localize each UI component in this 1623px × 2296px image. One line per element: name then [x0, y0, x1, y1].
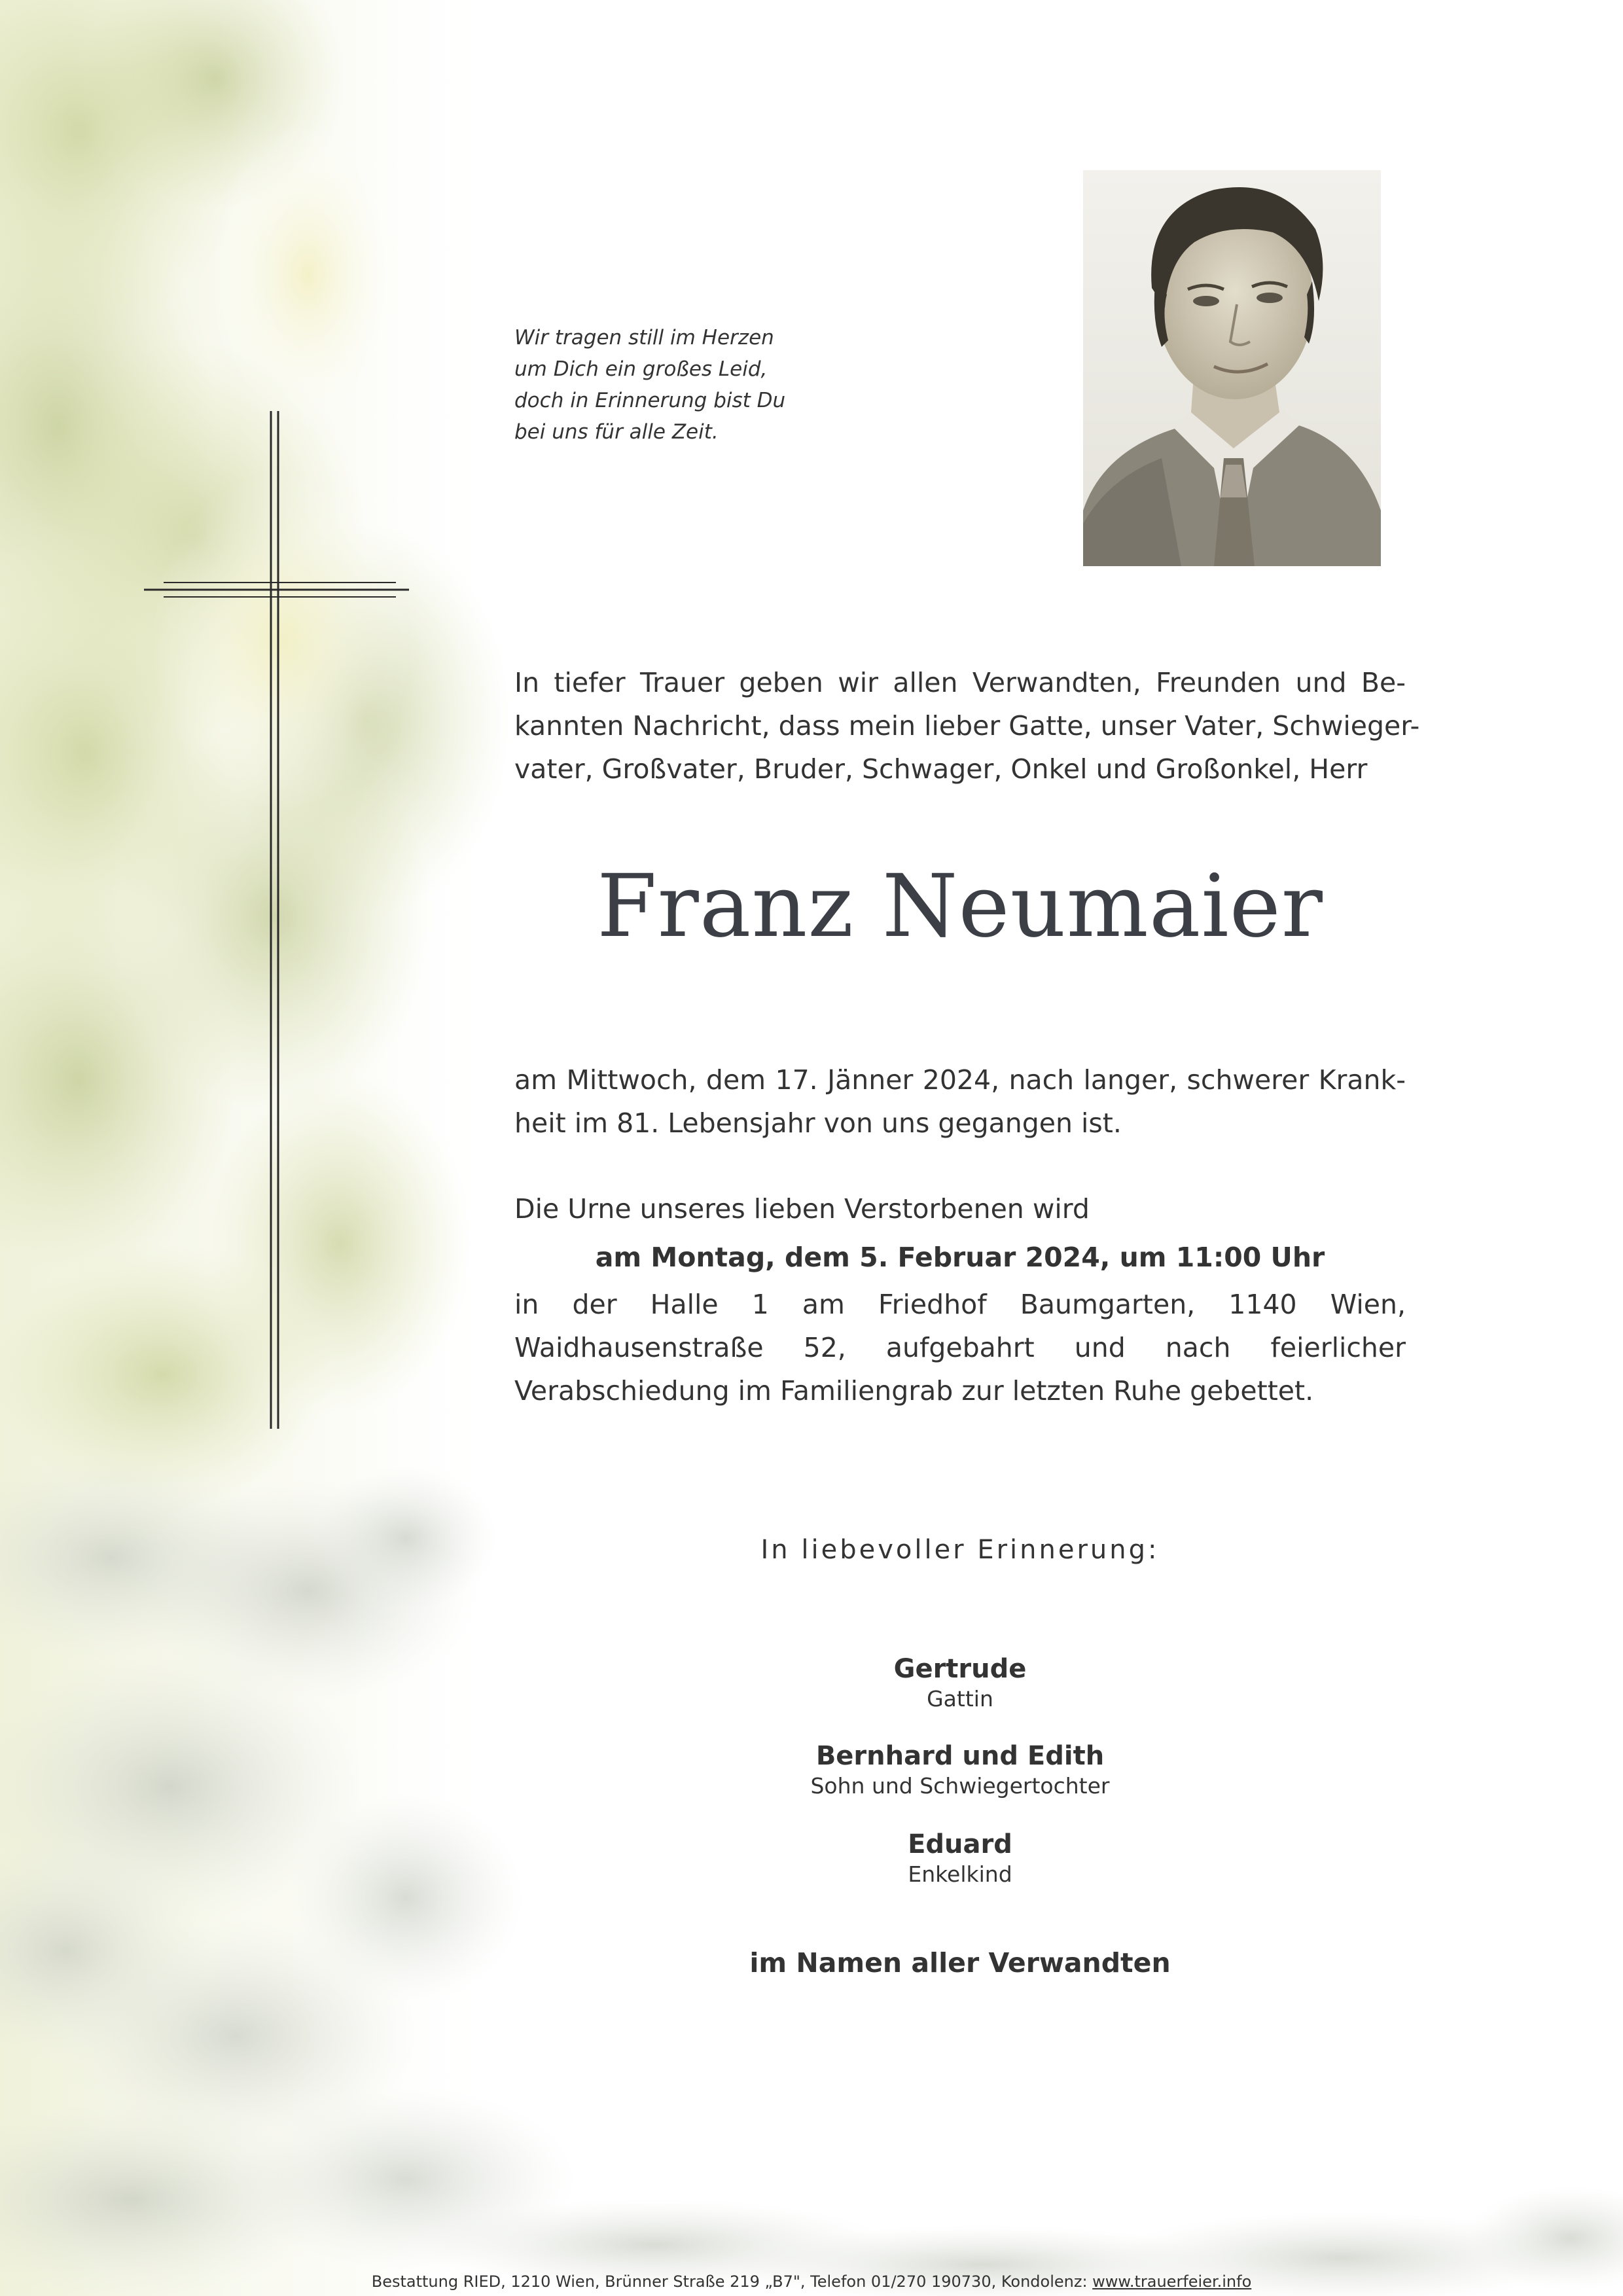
intro-line: vater, Großvater, Bruder, Schwager, Onkel und Großonkel, Herr: [514, 753, 1368, 785]
location-line: in der Halle 1 am Friedhof Baumgarten, 1140 Wien,: [514, 1289, 1406, 1320]
intro-line: kannten Nachricht, dass mein lieber Gatte, unser Vater, Schwieger-: [514, 710, 1420, 742]
poem-line: Wir tragen still im Herzen: [514, 326, 774, 350]
footer: [0, 2272, 1623, 2291]
condolence-link[interactable]: www.trauerfeier.info: [1092, 2272, 1252, 2291]
memory-heading: In liebevoller Erinnerung:: [760, 1535, 1160, 1565]
death-line: heit im 81. Lebensjahr von uns gegangen ist.: [514, 1107, 1122, 1139]
closing-line: im Namen aller Verwandten: [749, 1947, 1171, 1979]
intro-paragraph: [514, 661, 1420, 791]
mourner-name: Gertrude: [893, 1654, 1027, 1684]
deceased-name: Franz Neumaier: [597, 856, 1323, 957]
mourner-relation: Enkelkind: [908, 1861, 1012, 1887]
mourner-name: Bernhard und Edith: [815, 1741, 1105, 1771]
location-line: Waidhausenstraße 52, aufgebahrt und nach feierlicher: [514, 1332, 1406, 1363]
death-line: am Mittwoch, dem 17. Jänner 2024, nach langer, schwerer Krank-: [514, 1064, 1406, 1096]
mourner-entry: [514, 1828, 1406, 1888]
mourner-name: Eduard: [908, 1829, 1012, 1859]
urn-paragraph: [514, 1187, 1406, 1230]
urn-line: Die Urne unseres lieben Verstorbenen wird: [514, 1193, 1090, 1225]
death-paragraph: [514, 1058, 1406, 1145]
location-paragraph: [514, 1283, 1406, 1412]
poem-line: um Dich ein großes Leid,: [514, 357, 768, 381]
cross-icon: [144, 411, 409, 1429]
intro-line: In tiefer Trauer geben wir allen Verwandten, Freunden und Be-: [514, 667, 1406, 698]
mourner-relation: Sohn und Schwiegertochter: [810, 1773, 1110, 1799]
poem-line: doch in Erinnerung bist Du: [514, 389, 786, 412]
poem: [514, 322, 855, 448]
mourner-entry: [514, 1653, 1406, 1713]
footer-text: Bestattung RIED, 1210 Wien, Brünner Straße 219 „B7", Telefon 01/270 190730, Kondolenz:: [371, 2272, 1093, 2291]
poem-line: bei uns für alle Zeit.: [514, 420, 719, 444]
location-line: Verabschiedung im Familiengrab zur letzten Ruhe gebettet.: [514, 1375, 1314, 1407]
portrait-photo: [1083, 170, 1381, 566]
mourner-relation: Gattin: [927, 1686, 993, 1712]
ceremony-date: am Montag, dem 5. Februar 2024, um 11:00 Uhr: [595, 1242, 1325, 1273]
mourner-entry: [514, 1740, 1406, 1800]
